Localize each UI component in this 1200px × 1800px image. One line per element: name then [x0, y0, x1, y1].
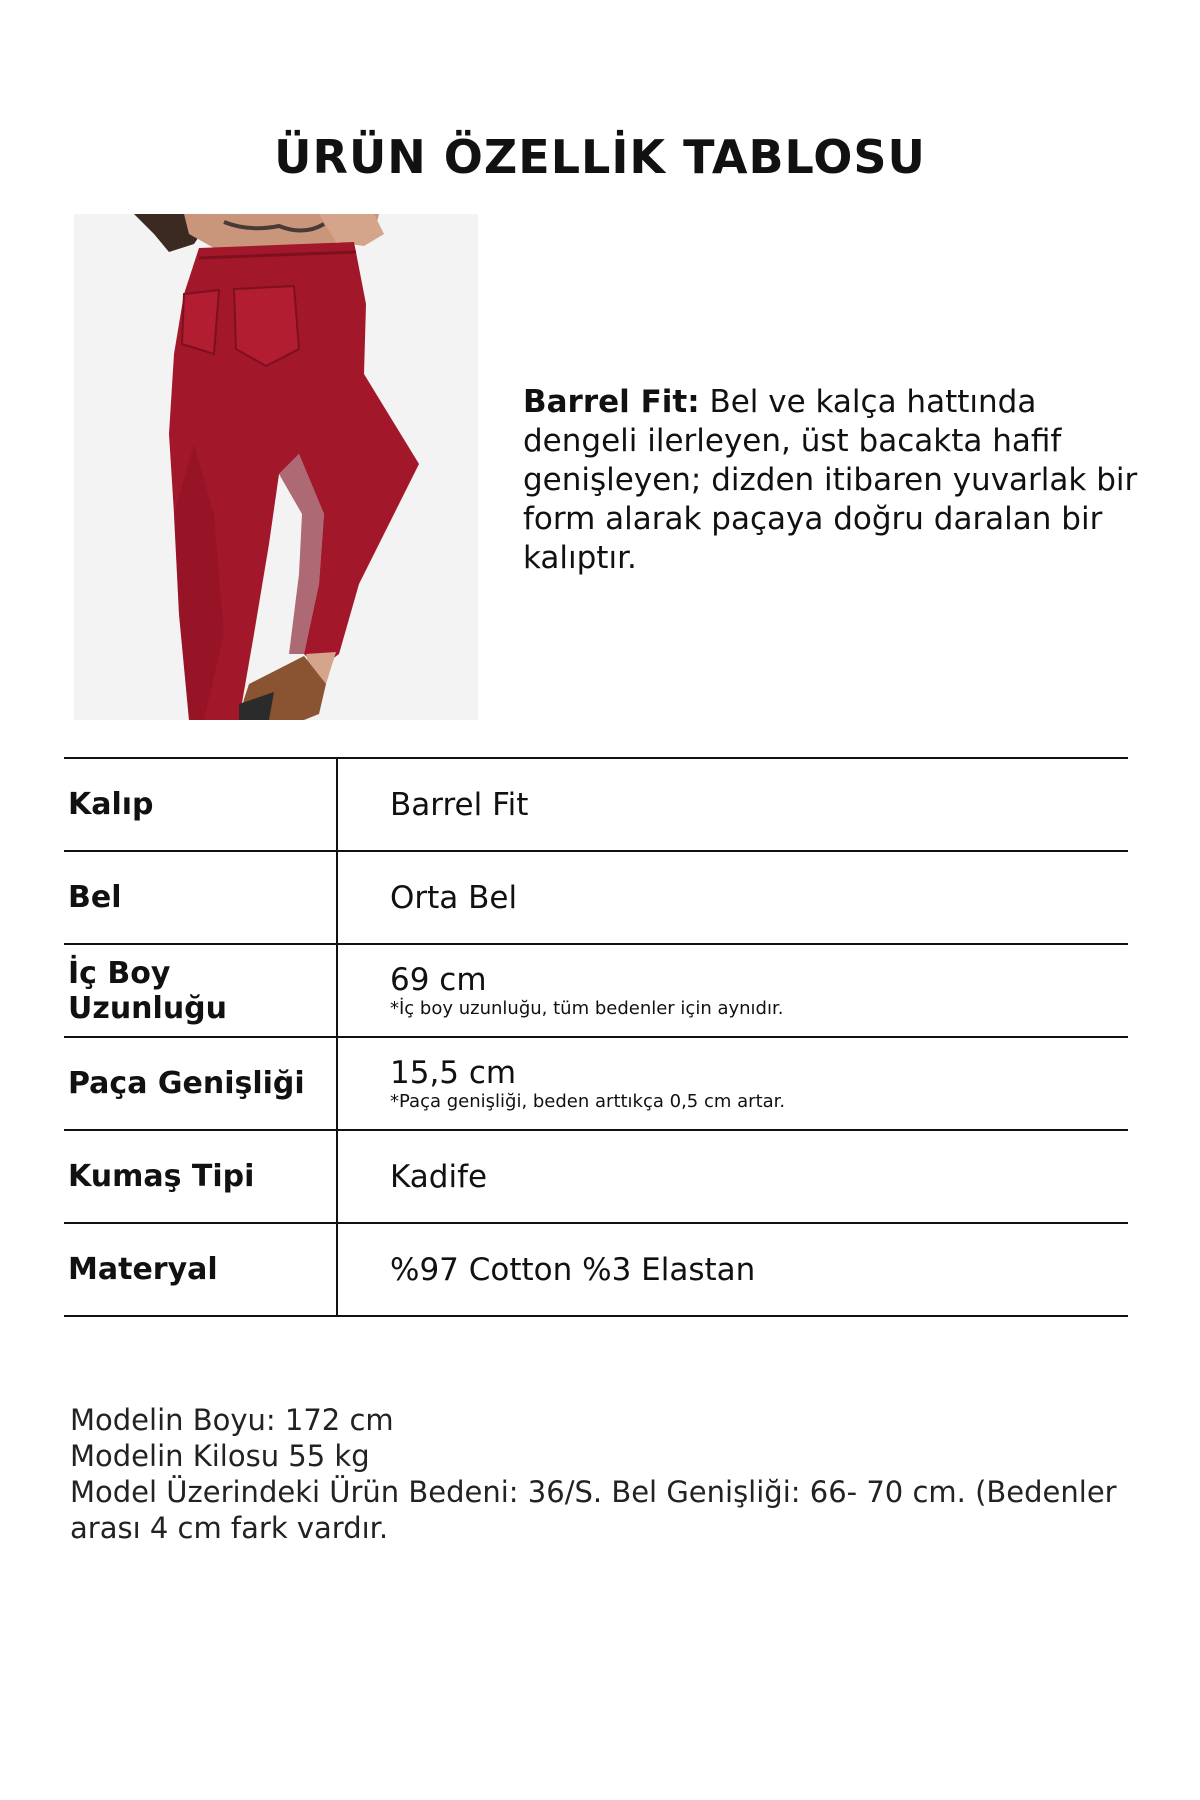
model-info — [70, 1402, 1130, 1546]
fit-description — [523, 383, 1143, 578]
spec-table — [64, 757, 1128, 1317]
table-row — [64, 758, 1128, 851]
table-row — [64, 1037, 1128, 1130]
spec-value: 69 cm — [390, 961, 487, 998]
spec-note: *Paça genişliği, beden arttıkça 0,5 cm artar. — [390, 1090, 786, 1112]
spec-value: 15,5 cm — [390, 1054, 517, 1091]
spec-label: Kumaş Tipi — [64, 1130, 337, 1223]
product-photo-red-corduroy-pants-icon — [74, 214, 478, 720]
table-row — [64, 944, 1128, 1037]
spec-value-cell — [337, 758, 1128, 851]
spec-value-cell — [337, 1223, 1128, 1316]
spec-value-cell — [337, 851, 1128, 944]
spec-label: Bel — [64, 851, 337, 944]
spec-value: Orta Bel — [390, 879, 518, 916]
spec-label: İç Boy Uzunluğu — [64, 944, 337, 1037]
model-weight: Modelin Kilosu 55 kg — [70, 1439, 370, 1473]
model-size: Model Üzerindeki Ürün Bedeni: 36/S. Bel Genişliği: 66- 70 cm. (Bedenler arası 4 cm fark vardır. — [70, 1475, 1117, 1545]
spec-value: Barrel Fit — [390, 786, 529, 823]
fit-description-heading: Barrel Fit: — [523, 384, 700, 420]
spec-value-cell — [337, 1130, 1128, 1223]
spec-label: Kalıp — [64, 758, 337, 851]
product-photo — [74, 214, 478, 720]
spec-value-cell — [337, 1037, 1128, 1130]
spec-value: Kadife — [390, 1158, 488, 1195]
spec-value-cell — [337, 944, 1128, 1037]
spec-value: %97 Cotton %3 Elastan — [390, 1251, 756, 1288]
spec-label: Paça Genişliği — [64, 1037, 337, 1130]
spec-note: *İç boy uzunluğu, tüm bedenler için aynıdır. — [390, 997, 784, 1019]
page-title: ÜRÜN ÖZELLİK TABLOSU — [274, 130, 926, 184]
table-row — [64, 1223, 1128, 1316]
model-height: Modelin Boyu: 172 cm — [70, 1403, 394, 1437]
table-row — [64, 1130, 1128, 1223]
table-row — [64, 851, 1128, 944]
spec-label: Materyal — [64, 1223, 337, 1316]
fit-description-text: Bel ve kalça hattında dengeli ilerleyen, üst bacakta hafif genişleyen; dizden itibaren yuvarlak bir form alarak paçaya doğru daralan bir kalıptır. — [523, 384, 1138, 576]
